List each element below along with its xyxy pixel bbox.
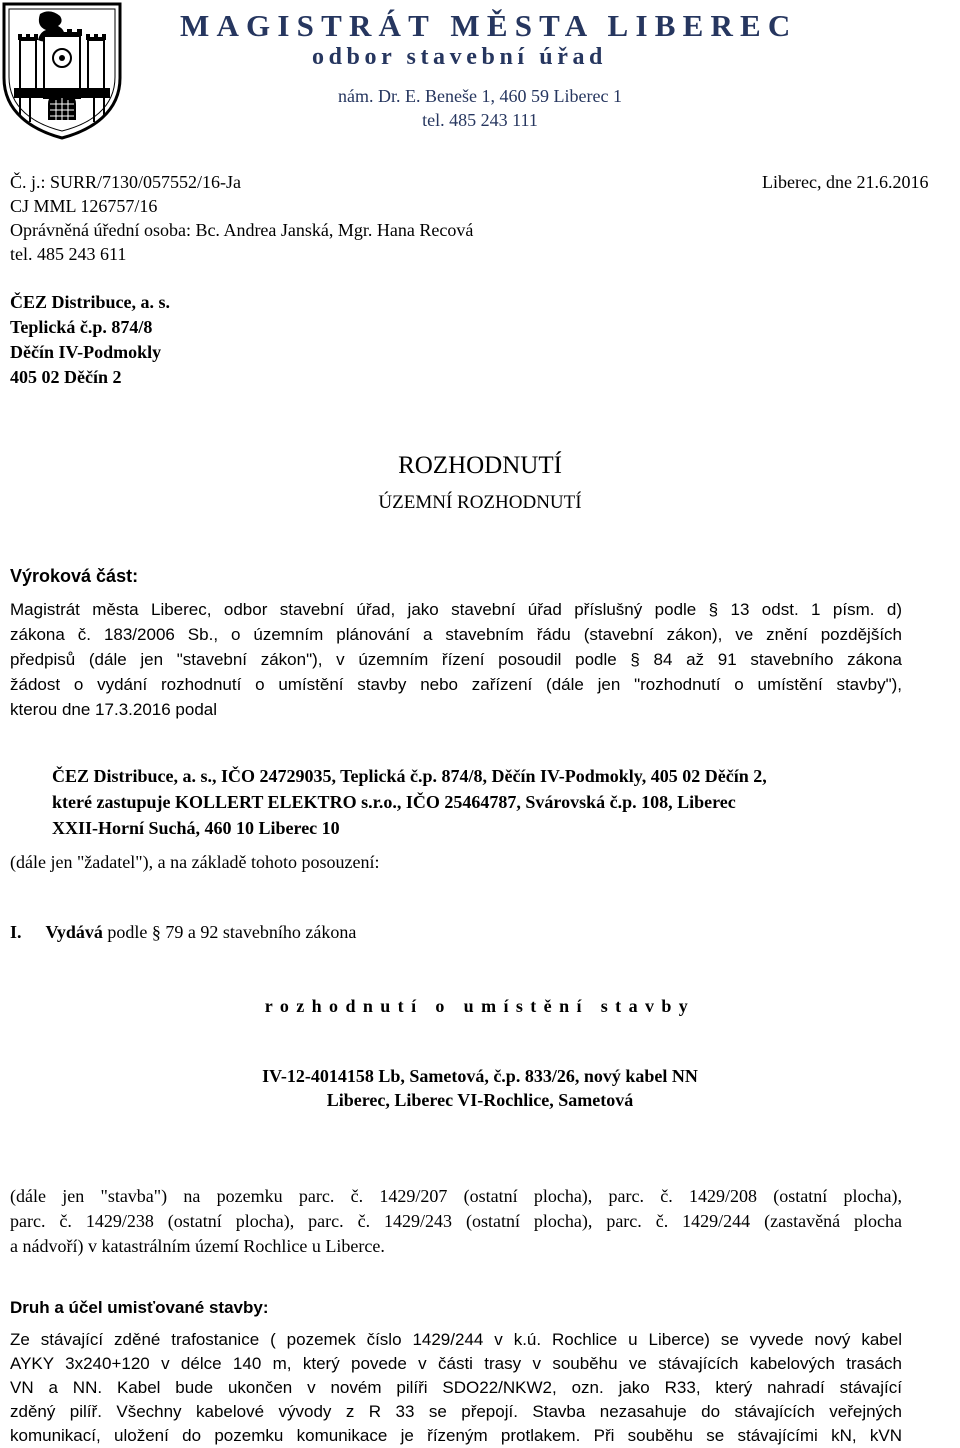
applicant-line: XXII-Horní Suchá, 460 10 Liberec 10: [52, 818, 340, 838]
intro-line: zákona č. 183/2006 Sb., o územním plánování a stavebním řádu (stavební zákon), ve znění pozdějších: [10, 625, 902, 644]
decision-subtitle: ÚZEMNÍ ROZHODNUTÍ: [378, 492, 582, 513]
item-rest: podle § 79 a 92 stavebního zákona: [102, 922, 357, 942]
recipient-line: 405 02 Děčín 2: [10, 367, 122, 387]
parcel-line: (dále jen "stavba") na pozemku parc. č. 1429/207 (ostatní plocha), parc. č. 1429/208 (ostatní plocha),: [10, 1186, 902, 1206]
item-verb: Vydává: [45, 922, 103, 942]
intro-line: Magistrát města Liberec, odbor stavební úřad, jako stavební úřad příslušný podle § 13 odst. 1 písm. d): [10, 600, 902, 619]
purpose-heading: Druh a účel umisťované stavby:: [10, 1298, 269, 1317]
office-address: nám. Dr. E. Beneše 1, 460 59 Liberec 1: [338, 86, 622, 106]
parcel-line: a nádvoří) v katastrálním území Rochlice u Liberce.: [10, 1236, 385, 1256]
department-title: odbor stavební úřad: [312, 44, 608, 70]
purpose-line: komunikací, uložení do pozemku komunikace je řízeným protlakem. Při souběhu se stávajícími kN, kVN: [10, 1426, 902, 1445]
applicant-line: které zastupuje KOLLERT ELEKTRO s.r.o., IČO 25464787, Svárovská č.p. 108, Liberec: [52, 792, 736, 812]
purpose-line: VN a NN. Kabel bude ukončen v novém pilíři SDO22/NKW2, ozn. jako R33, který nahradí stávající: [10, 1378, 902, 1397]
construction-line: IV-12-4014158 Lb, Sametová, č.p. 833/26, nový kabel NN: [262, 1066, 698, 1086]
office-phone: tel. 485 243 111: [422, 110, 538, 130]
purpose-line: Ze stávající zděné trafostanice ( pozemek číslo 1429/244 v k.ú. Rochlice u Liberce) se vyvede nový kabel: [10, 1330, 902, 1349]
applicant-note: (dále jen "žadatel"), a na základě tohoto posouzení:: [10, 852, 380, 872]
placement-decision-title: rozhodnutí o umístění stavby: [264, 996, 696, 1016]
verdict-heading: Výroková část:: [10, 566, 139, 586]
purpose-line: AYKY 3x240+120 v délce 140 m, který povede v části trasy v souběhu ve stávajících kabelových trasách: [10, 1354, 902, 1373]
intro-line: předpisů (dále jen "stavební zákon"), v územním řízení posoudil podle § 84 až 91 stavebního zákona: [10, 650, 902, 669]
place-date: Liberec, dne 21.6.2016: [762, 172, 929, 192]
item-number: I.: [10, 922, 22, 942]
intro-line: kterou dne 17.3.2016 podal: [10, 700, 218, 719]
parcel-line: parc. č. 1429/238 (ostatní plocha), parc. č. 1429/243 (ostatní plocha), parc. č. 1429/244 (zastavěná plocha: [10, 1211, 902, 1231]
authorized-official: Oprávněná úřední osoba: Bc. Andrea Janská, Mgr. Hana Recová: [10, 220, 474, 240]
recipient-line: Děčín IV-Podmokly: [10, 342, 162, 362]
cj-number: CJ MML 126757/16: [10, 196, 158, 216]
reference-number: Č. j.: SURR/7130/057552/16-Ja: [10, 172, 242, 192]
decision-title: ROZHODNUTÍ: [398, 452, 562, 479]
decision-item: [10, 922, 356, 943]
recipient-line: Teplická č.p. 874/8: [10, 317, 153, 337]
official-phone: tel. 485 243 611: [10, 244, 127, 264]
office-title: MAGISTRÁT MĚSTA LIBEREC: [180, 8, 798, 43]
construction-line: Liberec, Liberec VI-Rochlice, Sametová: [326, 1090, 634, 1110]
intro-line: žádost o vydání rozhodnutí o umístění stavby nebo zařízení (dále jen "rozhodnutí o umístění stavby"),: [10, 675, 902, 694]
recipient-line: ČEZ Distribuce, a. s.: [10, 292, 171, 312]
purpose-line: zděný pilíř. Všechny kabelové vývody z R 33 se přepojí. Stavba nezasahuje do stávajících veřejných: [10, 1402, 902, 1421]
applicant-line: ČEZ Distribuce, a. s., IČO 24729035, Teplická č.p. 874/8, Děčín IV-Podmokly, 405 02 Děčín 2,: [52, 766, 767, 786]
